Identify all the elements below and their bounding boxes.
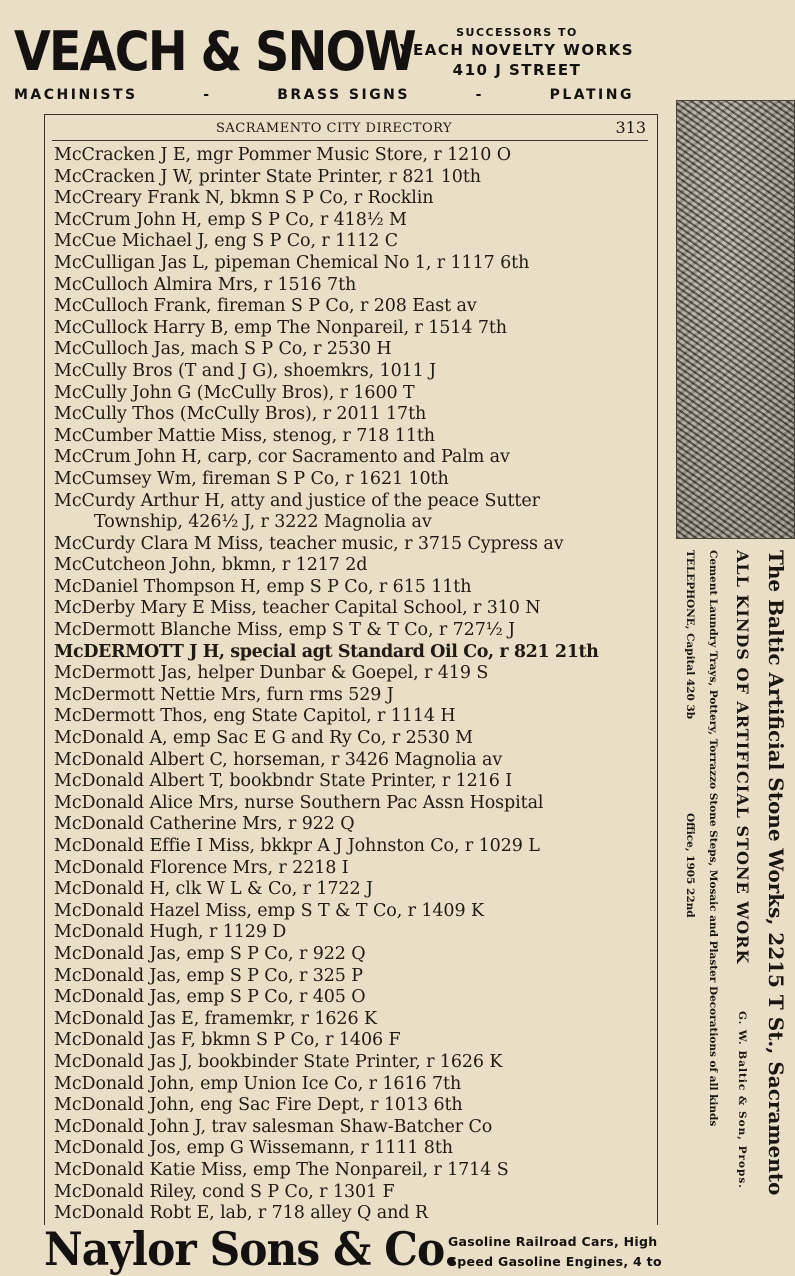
directory-entry: McDonald Hugh, r 1129 D: [54, 922, 287, 943]
directory-entry: McDonald John J, trav salesman Shaw-Batcher Co: [54, 1116, 493, 1137]
directory-entry: McDonald Albert C, horseman, r 3426 Magnolia av: [54, 749, 503, 770]
directory-entry: McCully John G (McCully Bros), r 1600 T: [54, 382, 415, 403]
directory-entry: McCulloch Jas, mach S P Co, r 2530 H: [54, 339, 392, 360]
directory-entry: McDonald Jos, emp G Wissemann, r 1111 8th: [54, 1138, 453, 1159]
directory-entry: McDonald Hazel Miss, emp S T & T Co, r 1409 K: [54, 900, 484, 921]
directory-entry: McDonald Katie Miss, emp The Nonpareil, r 1714 S: [54, 1159, 509, 1180]
directory-entry: McDonald Jas, emp S P Co, r 325 P: [54, 965, 363, 986]
footer-line-2: Speed Gasoline Engines, 4 to: [448, 1254, 662, 1269]
directory-entry: McDermott Thos, eng State Capitol, r 1114 H: [54, 706, 456, 727]
directory-entry: McCulloch Almira Mrs, r 1516 7th: [54, 274, 357, 295]
stone-texture-image: [676, 100, 795, 539]
baltic-stone-ad: [676, 550, 795, 1240]
directory-entry: McDonald Jas F, bkmn S P Co, r 1406 F: [54, 1030, 401, 1051]
directory-entry: McDonald John, emp Union Ice Co, r 1616 7th: [54, 1073, 462, 1094]
telephone-text: TELEPHONE, Capital 420 3b: [684, 550, 696, 720]
header-brand: VEACH & SNOW: [14, 20, 415, 83]
directory-entry: McCurdy Clara M Miss, teacher music, r 3715 Cypress av: [54, 533, 564, 554]
footer-line-1: Gasoline Railroad Cars, High: [448, 1234, 658, 1249]
header-services: [14, 87, 634, 103]
artificial-stone-text: ALL KINDS OF ARTIFICIAL STONE WORK: [733, 550, 752, 965]
directory-entry: McCracken J W, printer State Printer, r 821 10th: [54, 166, 481, 187]
directory-entry: McDERMOTT J H, special agt Standard Oil Co, r 821 21th: [54, 641, 599, 662]
baltic-props: G. W. Baltic & Son, Props.: [736, 1010, 748, 1189]
header-successors: SUCCESSORS TO: [456, 26, 578, 39]
office-address: Office, 1905 22nd: [684, 812, 696, 918]
directory-entry: McCully Bros (T and J G), shoemkrs, 1011 J: [54, 360, 437, 381]
directory-entry: McCutcheon John, bkmn, r 1217 2d: [54, 555, 368, 576]
directory-entry: McDonald Jas, emp S P Co, r 922 Q: [54, 943, 366, 964]
directory-entry-continuation: Township, 426½ J, r 3222 Magnolia av: [94, 512, 432, 533]
directory-entry: McCue Michael J, eng S P Co, r 1112 C: [54, 231, 399, 252]
artificial-stone-line: [726, 550, 752, 1240]
directory-entry: McCurdy Arthur H, atty and justice of the peace Sutter: [54, 490, 540, 511]
directory-entry: McDermott Jas, helper Dunbar & Goepel, r 419 S: [54, 663, 489, 684]
header-successors-block: [384, 26, 650, 80]
running-head-title: SACRAMENTO CITY DIRECTORY: [216, 121, 453, 136]
header-novelty-works: VEACH NOVELTY WORKS: [399, 41, 635, 59]
directory-entry: McDonald Riley, cond S P Co, r 1301 F: [54, 1181, 395, 1202]
directory-entry: McCumber Mattie Miss, stenog, r 718 11th: [54, 425, 435, 446]
header-street: 410 J STREET: [452, 61, 582, 79]
directory-entry: McDonald Jas, emp S P Co, r 405 O: [54, 987, 366, 1008]
directory-entry: McDonald Effie I Miss, bkkpr A J Johnston Co, r 1029 L: [54, 836, 540, 856]
telephone-line: [678, 550, 696, 1240]
directory-entry: McDermott Nettie Mrs, furn rms 529 J: [54, 684, 394, 705]
directory-entry: McDonald Alice Mrs, nurse Southern Pac Assn Hospital: [54, 792, 544, 813]
running-head: [52, 118, 648, 141]
directory-entry: McCrum John H, carp, cor Sacramento and Palm av: [54, 447, 510, 468]
directory-entry: McCulligan Jas L, pipeman Chemical No 1, r 1117 6th: [54, 252, 530, 273]
directory-entry: McDonald Albert T, bookbndr State Printer, r 1216 I: [54, 771, 513, 792]
service-separator: -: [475, 87, 484, 103]
directory-entry: McDerby Mary E Miss, teacher Capital School, r 310 N: [54, 598, 541, 619]
directory-entry: McDonald Catherine Mrs, r 922 Q: [54, 814, 355, 835]
directory-entry: McDonald Jas E, framemkr, r 1626 K: [54, 1008, 377, 1029]
footer-brand: Naylor Sons & Co.: [44, 1222, 458, 1276]
service-separator: -: [203, 87, 212, 103]
directory-entry: McDaniel Thompson H, emp S P Co, r 615 11th: [54, 576, 472, 597]
directory-entry: McDonald John, eng Sac Fire Dept, r 1013 6th: [54, 1095, 463, 1116]
service-plating: PLATING: [549, 87, 634, 103]
directory-entry: McDonald A, emp Sac E G and Ry Co, r 2530 M: [54, 728, 473, 749]
directory-entry: McCully Thos (McCully Bros), r 2011 17th: [54, 404, 427, 425]
directory-entry: McCullock Harry B, emp The Nonpareil, r 1514 7th: [54, 317, 507, 338]
directory-entry: McCumsey Wm, fireman S P Co, r 1621 10th: [54, 468, 449, 489]
cement-products-text: Cement Laundry Trays, Pottery, Torrazzo Stone Steps, Mosaic and Plaster Decorations of all kinds: [707, 550, 719, 1127]
service-brass-signs: BRASS SIGNS: [277, 87, 410, 103]
directory-entries: [54, 145, 652, 1225]
baltic-ad-name: The Baltic Artificial Stone Works, 2215 T St., Sacramento: [764, 550, 788, 1196]
directory-entry: McDermott Blanche Miss, emp S T & T Co, r 727½ J: [54, 620, 515, 641]
directory-entry: McCulloch Frank, fireman S P Co, r 208 East av: [54, 296, 477, 317]
directory-entry: McDonald Robt E, lab, r 718 alley Q and R: [54, 1203, 428, 1224]
cement-products-line: [701, 550, 719, 1240]
service-machinists: MACHINISTS: [14, 87, 138, 103]
page-number: 313: [615, 118, 646, 137]
directory-entry: McCreary Frank N, bkmn S P Co, r Rocklin: [54, 188, 434, 209]
directory-entry: McDonald Jas J, bookbinder State Printer, r 1626 K: [54, 1051, 503, 1072]
directory-entry: McDonald H, clk W L & Co, r 1722 J: [54, 879, 373, 900]
directory-entry: McDonald Florence Mrs, r 2218 I: [54, 857, 349, 878]
directory-entry: McCrum John H, emp S P Co, r 418½ M: [54, 209, 407, 230]
directory-entry: McCracken J E, mgr Pommer Music Store, r 1210 O: [54, 145, 511, 165]
baltic-ad-title: [758, 550, 788, 1240]
footer-description: [448, 1232, 678, 1272]
